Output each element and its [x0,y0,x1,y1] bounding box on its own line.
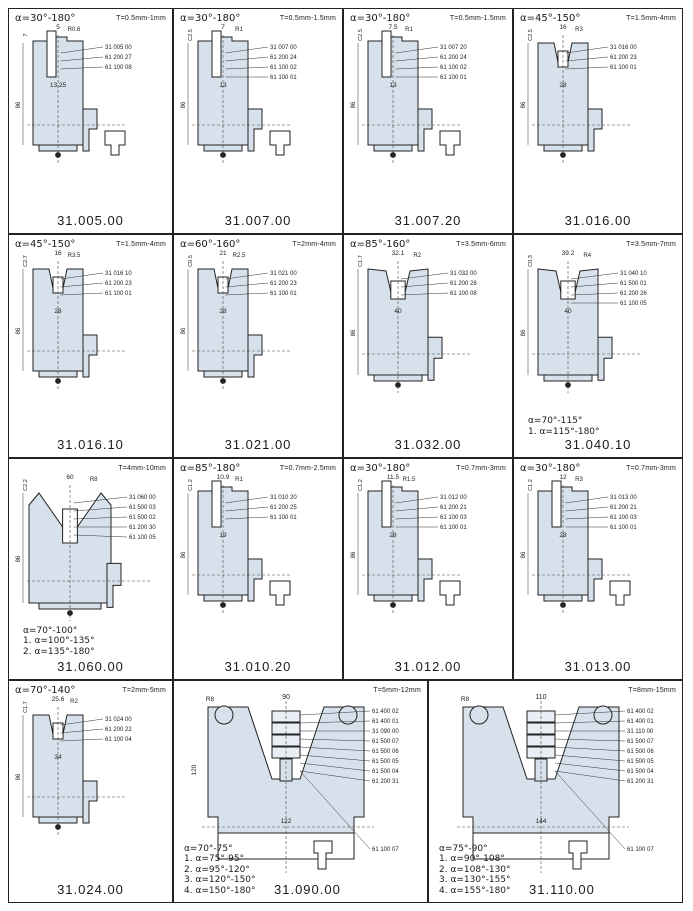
tool-drawing [174,9,343,234]
part-number: 61 100 02 [270,65,297,71]
tool-code: 31.010.20 [224,659,292,674]
tool-cell-31-021-00 [173,234,343,458]
tool-code: 31.016.10 [57,437,124,452]
width-dim: 16 [54,250,62,257]
width-dim: 12 [559,474,567,481]
part-number: 61 200 23 [610,55,637,61]
die-slot [212,31,221,77]
tool-drawing [514,9,683,234]
angle-variant: 1. α=75°-95° [184,854,245,864]
width-dim: 39.2 [561,250,575,257]
tool-code: 31.016.00 [564,213,632,228]
part-number: 31 005 00 [105,45,132,51]
tool-code: 31.005.00 [57,213,124,228]
slot-depth-dim: 28 [559,532,567,539]
tool-cell-31-024-00 [8,680,173,903]
part-number: 61 100 08 [450,291,477,297]
part-number: 61 500 07 [627,739,654,745]
height-dim: 86 [521,101,527,109]
part-number: 31 007 20 [440,45,467,51]
radius-dim: R3.5 [67,253,81,259]
part-number: 61 500 02 [129,515,156,521]
angle-variants [184,844,256,897]
part-number: 61 500 04 [627,769,654,775]
chamfer-dim: C0.3 [528,255,534,267]
angle-range: α=70°-140° [15,685,76,696]
angle-range: α=30°-180° [350,463,411,474]
part-number: 61 200 31 [372,779,399,785]
tool-cell-31-060-00 [8,458,173,680]
tool-cell-31-016-00 [513,8,683,234]
radius-dim: R8 [205,696,215,703]
part-number: 61 500 07 [372,739,399,745]
height-dim: 86 [181,327,187,335]
part-number: 61 200 31 [627,779,654,785]
holder-shank [418,559,432,601]
holder-shank [428,337,442,380]
height-dim: 86 [16,773,22,781]
part-number: 61 100 07 [627,847,654,853]
height-dim: 86 [181,551,187,559]
tool-cell-31-016-10 [8,234,173,458]
chamfer-dim: C1.2 [528,479,534,491]
width-dim: 7.5 [388,24,398,31]
tool-drawing [9,235,173,458]
part-number: 61 200 27 [105,55,132,61]
radius-dim: R2.5 [232,253,246,259]
angle-variant: 1. α=115°-180° [528,426,600,437]
die-insert [53,723,63,739]
angle-variant: 4. α=150°-180° [184,885,256,896]
tool-cell-31-090-00 [173,680,428,903]
tool-drawing [9,681,173,903]
angle-range: α=30°-180° [15,13,76,24]
die-slot [47,31,56,77]
part-number: 61 100 07 [372,847,399,853]
angle-range: α=30°-180° [180,13,241,24]
part-number: 61 100 05 [620,301,647,307]
tool-drawing [344,459,513,680]
slot-depth-dim: 40 [564,308,572,315]
part-number: 61 100 04 [105,737,132,743]
part-number: 61 200 21 [440,505,467,511]
height-dim: 86 [351,101,357,109]
angle-variant: 1. α=90°-108° [439,854,505,864]
part-number: 31 024 00 [105,717,132,723]
height-dim: 86 [16,101,22,109]
part-number: 61 100 03 [610,515,637,521]
thickness-range: T=4mm-10mm [118,465,166,472]
roller-left [215,706,233,724]
part-number: 31 040 10 [620,271,647,277]
chamfer-dim: C0.5 [188,255,194,267]
part-number: 61 100 01 [105,291,132,297]
radius-dim: R2 [70,699,78,705]
slot-depth-dim: 19 [219,532,227,539]
angle-variant: 3. α=130°-155° [439,875,511,885]
tool-code: 31.040.10 [564,437,632,452]
slot-depth-dim: 13.25 [49,82,67,89]
die-insert [218,277,228,293]
angle-variant: 2. α=135°-180° [23,646,95,657]
part-number: 61 200 30 [129,525,156,531]
radius-dim: R8 [89,477,98,483]
angle-variant: 4. α=155°-180° [439,885,511,896]
part-number: 31 110 00 [627,729,654,735]
slot-depth-dim: 28 [389,532,397,539]
part-number: 31 032 00 [450,271,477,277]
angle-range: α=45°-150° [520,13,581,24]
height-dim: 86 [16,555,22,563]
thickness-range: T=1.5mm-4mm [116,241,166,248]
part-number: 61 100 01 [270,515,297,521]
angle-range: α=60°-160° [180,239,241,250]
angle-range: α=85°-180° [180,463,241,474]
part-number: 61 200 28 [450,281,477,287]
clamp-piece [440,581,460,605]
chamfer-dim: C2.5 [528,29,534,41]
part-number: 31 012 00 [440,495,467,501]
thickness-range: T=0.5mm-1.5mm [279,15,336,22]
angle-variants [528,416,600,437]
tool-drawing [9,9,173,234]
width-dim: 10.9 [216,474,230,481]
thickness-range: T=3.5mm-7mm [626,241,676,248]
part-number: 61 200 23 [270,281,297,287]
width-dim: 110 [535,694,547,701]
angle-variants [23,626,95,658]
part-number: 61 500 05 [627,759,654,765]
base-width-dim: 122 [280,818,292,825]
chamfer-dim: C1.2 [358,479,364,491]
die-slot [382,481,391,527]
thickness-range: T=0.5mm-1.5mm [449,15,506,22]
part-number: 31 090 00 [372,729,399,735]
holder-shank [588,109,602,151]
tool-drawing [344,235,513,458]
tool-cell-31-040-10 [513,234,683,458]
width-dim: 11.5 [386,474,400,481]
thickness-range: T=0.7mm-3mm [456,465,506,472]
part-number: 31 021 00 [270,271,297,277]
height-dim: 86 [181,101,187,109]
height-dim: 120 [191,764,198,776]
part-number: 61 100 01 [610,65,637,71]
width-dim: 90 [282,694,290,701]
tool-code: 31.090.00 [274,882,341,897]
height-dim: 86 [351,329,357,337]
part-number: 61 400 01 [627,719,654,725]
holder-shank [248,335,262,377]
chamfer-dim: C1.2 [188,479,194,491]
thickness-range: T=0.7mm-3mm [626,465,676,472]
tool-code: 31.012.00 [394,659,462,674]
die-slot [552,481,561,527]
slot-depth-dim: 40 [394,308,402,315]
die-insert [53,277,63,293]
tool-cell-31-012-00 [343,458,513,680]
chamfer-dim: C2.5 [358,29,364,41]
part-number: 61 500 06 [372,749,399,755]
part-number: 61 400 01 [372,719,399,725]
width-dim: 25.6 [51,696,65,703]
clamp-piece [270,581,290,605]
part-number: 61 400 02 [372,709,399,715]
part-number: 61 200 23 [105,281,132,287]
holder-shank [598,337,612,380]
part-number: 61 100 01 [440,75,467,81]
part-number: 61 100 01 [270,291,297,297]
clamp-piece [610,581,630,605]
tool-cell-31-032-00 [343,234,513,458]
angle-variant: α=75°-90° [439,843,488,854]
part-number: 61 500 05 [372,759,399,765]
height-dim: 86 [521,551,527,559]
thickness-range: T=3.5mm-6mm [456,241,506,248]
height-dim: 86 [521,329,527,337]
angle-range: α=30°-180° [520,463,581,474]
clamp-piece [105,131,125,155]
holder-shank [83,335,97,377]
tool-cell-31-110-00 [428,680,683,903]
base-width-dim: 144 [535,818,547,825]
width-dim: 7 [221,24,225,31]
slot-depth-dim: 34 [54,754,62,761]
part-number: 31 010 20 [270,495,297,501]
tool-code: 31.013.00 [564,659,632,674]
height-dim: 86 [351,551,357,559]
part-number: 61 100 03 [440,515,467,521]
width-dim: 21 [219,250,227,257]
slot-depth-dim: 13 [389,82,397,89]
tool-code: 31.024.00 [57,882,124,897]
part-number: 31 060 00 [129,495,156,501]
tool-cell-31-007-20 [343,8,513,234]
holder-shank [588,559,602,601]
part-number: 31 013 00 [610,495,637,501]
part-number: 61 400 02 [627,709,654,715]
part-number: 61 100 01 [440,525,467,531]
die-slot [382,31,391,77]
part-number: 31 016 10 [105,271,132,277]
slot-depth-dim: 28 [559,82,567,89]
part-number: 61 200 24 [440,55,467,61]
tool-code: 31.110.00 [529,882,595,897]
holder-shank [418,109,432,151]
thickness-range: T=5mm-12mm [373,687,421,694]
chamfer-dim: C2.2 [23,479,29,491]
part-number: 61 200 24 [270,55,297,61]
clamp-piece [270,131,290,155]
tool-cell-31-013-00 [513,458,683,680]
part-number: 61 200 26 [620,291,647,297]
angle-variant: 2. α=108°-130° [439,864,511,875]
thickness-range: T=2mm-4mm [292,241,336,248]
holder-shank [248,109,262,151]
width-dim: 16 [559,24,567,31]
clamp-piece [440,131,460,155]
part-number: 61 100 01 [270,75,297,81]
radius-dim: R2 [413,253,422,259]
die-slot [212,481,221,527]
tool-drawing [174,235,343,458]
tool-code: 31.032.00 [394,437,462,452]
slot-depth-dim: 28 [54,308,62,315]
part-number: 61 200 21 [610,505,637,511]
angle-variant: α=70°-100° [23,625,78,636]
part-number: 61 200 25 [270,505,297,511]
chamfer-dim: C2.5 [188,29,194,41]
thickness-range: T=0.5mm-1mm [116,15,166,22]
part-number: 31 016 00 [610,45,637,51]
width-dim: 5 [56,24,60,31]
radius-dim: R8 [460,696,470,703]
radius-dim: R1.5 [402,477,416,483]
height-dim: 86 [16,327,22,335]
tool-cell-31-010-20 [173,458,343,680]
width-dim: 32.1 [391,250,405,257]
radius-dim: R0.6 [67,27,81,33]
holder-shank [107,563,121,607]
die-insert [558,51,568,67]
holder-shank [248,559,262,601]
radius-dim: R4 [583,253,592,259]
angle-range: α=30°-180° [350,13,411,24]
angle-variants [439,844,511,897]
angle-variant: α=70°-115° [528,416,583,426]
part-number: 61 100 02 [440,65,467,71]
chamfer-dim: C2.7 [23,255,29,267]
holder-shank [83,109,97,151]
tool-code: 31.021.00 [224,437,292,452]
slot-depth-dim: 28 [219,308,227,315]
radius-dim: R3 [575,27,583,33]
angle-variant: α=70°-75° [184,843,233,854]
radius-dim: R1 [235,477,243,483]
radius-dim: R1 [235,27,243,33]
thickness-range: T=2mm-5mm [122,687,166,694]
part-number: 61 100 01 [610,525,637,531]
thickness-range: T=1.5mm-4mm [626,15,676,22]
tool-cell-31-005-00 [8,8,173,234]
width-dim: 60 [66,474,74,481]
tool-code: 31.060.00 [57,659,124,674]
angle-range: α=85°-160° [350,239,411,250]
tool-code: 31.007.20 [394,213,462,228]
part-number: 61 100 05 [129,535,156,541]
part-number: 61 500 01 [620,281,647,287]
chamfer-dim: 7 [23,33,29,37]
thickness-range: T=8mm-15mm [628,687,676,694]
chamfer-dim: C1.7 [23,701,29,713]
angle-variant: 3. α=120°-150° [184,875,256,885]
tool-code: 31.007.00 [224,213,292,228]
tool-drawing [344,9,513,234]
part-number: 31 007 00 [270,45,297,51]
angle-variant: 1. α=100°-135° [23,636,95,646]
radius-dim: R1 [405,27,413,33]
part-number: 61 500 04 [372,769,399,775]
part-number: 61 200 22 [105,727,132,733]
part-number: 61 500 06 [627,749,654,755]
thickness-range: T=0.7mm-2.5mm [279,465,336,472]
roller-left [470,706,488,724]
chamfer-dim: C1.7 [358,255,364,267]
angle-range: α=45°-150° [15,239,76,250]
radius-dim: R3 [575,477,583,483]
tool-cell-31-007-00 [173,8,343,234]
tool-drawing [514,459,683,680]
tool-drawing [174,459,343,680]
part-number: 61 100 08 [105,65,132,71]
holder-shank [83,781,97,823]
part-number: 61 500 03 [129,505,156,511]
slot-depth-dim: 13 [219,82,227,89]
angle-variant: 2. α=95°-120° [184,864,250,875]
